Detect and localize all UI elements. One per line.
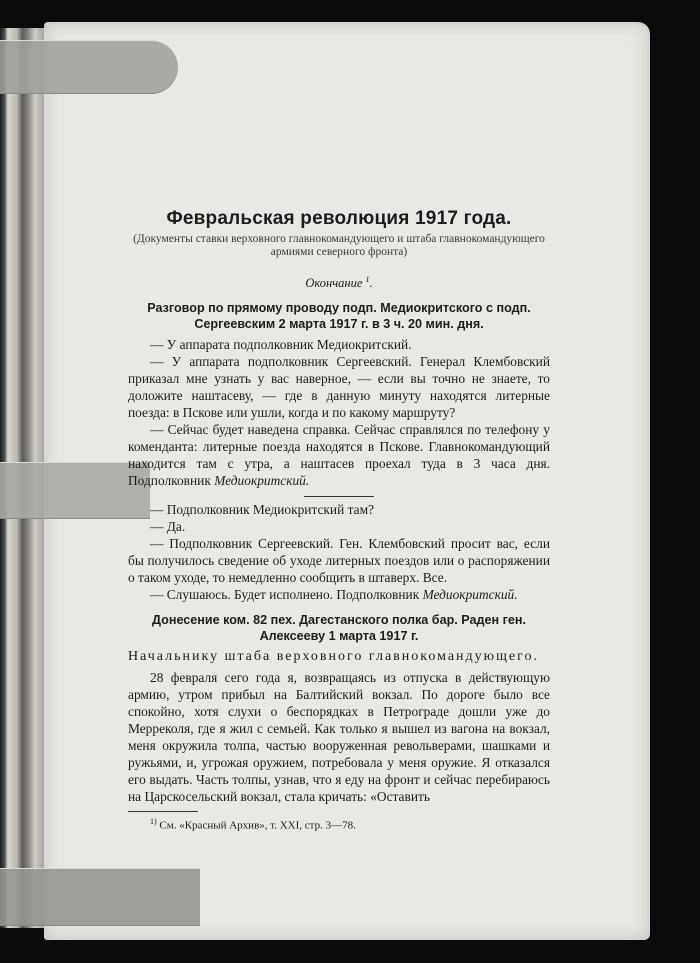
signature: Медиокритский. [422, 587, 518, 603]
dialogue-text: — Слушаюсь. Будет исполнено. Подполковник [150, 587, 420, 603]
dialogue-line: — Подполковник Сергеевский. Ген. Клембовский просит вас, если бы получилось сведение об уходе литерных поездов или о распоряжении о таком уходе, то немедленно сообщить в штаверх. Все. [128, 536, 550, 586]
dialogue-text: — Сейчас будет наведена справка. Сейчас справлялся по телефону у коменданта: литерные поезда находятся в Пскове. Главнокомандующий находится там с утра, а наштасев проехал туда в 3 часа дня. Подполковник [128, 422, 550, 489]
tape-strip-bottom [0, 868, 200, 926]
dialogue-line: — Да. [150, 519, 186, 535]
footnote [128, 815, 550, 833]
document-subtitle: (Документы ставки верховного главнокомандующего и штаба главнокомандующего армиями северного фронта) [133, 233, 545, 258]
dialogue-line [128, 586, 550, 603]
section1-heading: Разговор по прямому проводу подп. Медиокритского с подп. Сергеевским 2 марта 1917 г. в 3 ч. 20 мин. дня. [147, 301, 531, 332]
dialogue-line: — У аппарата подполковник Медиокритский. [150, 337, 412, 353]
tape-strip-top [0, 40, 178, 94]
dialogue-line [128, 421, 550, 489]
ending-label: Окончание [305, 276, 363, 291]
dialogue-line: — Подполковник Медиокритский там? [150, 502, 374, 518]
report-address: Начальнику штаба верховного главнокомандующего. [128, 649, 540, 665]
dialogue-line: — У аппарата подполковник Сергеевский. Генерал Клембовский приказал мне узнать у вас наверное, — если вы точно не знаете, то доложите наштасеву, — где в данную минуту находятся литерные поезда: в Пскове или ушли, когда и по какому маршруту? [128, 354, 550, 421]
document-title: Февральская революция 1917 года. [166, 208, 512, 229]
signature: Медиокритский. [214, 473, 310, 489]
footnote-ref: 1 [365, 275, 370, 284]
report-paragraph: 28 февраля сего года я, возвращаясь из отпуска в действующую армию, утром прибыл на Балтийский вокзал. По дороге было все спокойно, хотя слухи о беспорядках в Петрограде дошли уже до Мерреколя, где я жил с семьей. Как только я вышел из вагона на вокзал, меня окружила толпа, частью вооруженная револьверами, шашками и ружьями, и, угрожая оружием, потребовала у меня оружие. Я отказался его выдать. Часть толпы, узнав, что я еду на фронт и сейчас перебираюсь на Царскосельский вокзал, стала кричать: «Оставить [128, 670, 550, 805]
section-divider [304, 496, 374, 497]
section2-heading: Донесение ком. 82 пех. Дагестанского полка бар. Раден ген. Алексееву 1 марта 1917 г. [152, 613, 526, 644]
continuation-note: Окончание $^1$. [305, 275, 373, 291]
footnote-divider [128, 811, 198, 812]
footnote-text: См. «Красный Архив», т. XXI, стр. 3—78. [159, 819, 356, 832]
page-content [128, 210, 550, 833]
footnote-mark: 1) [150, 817, 157, 827]
